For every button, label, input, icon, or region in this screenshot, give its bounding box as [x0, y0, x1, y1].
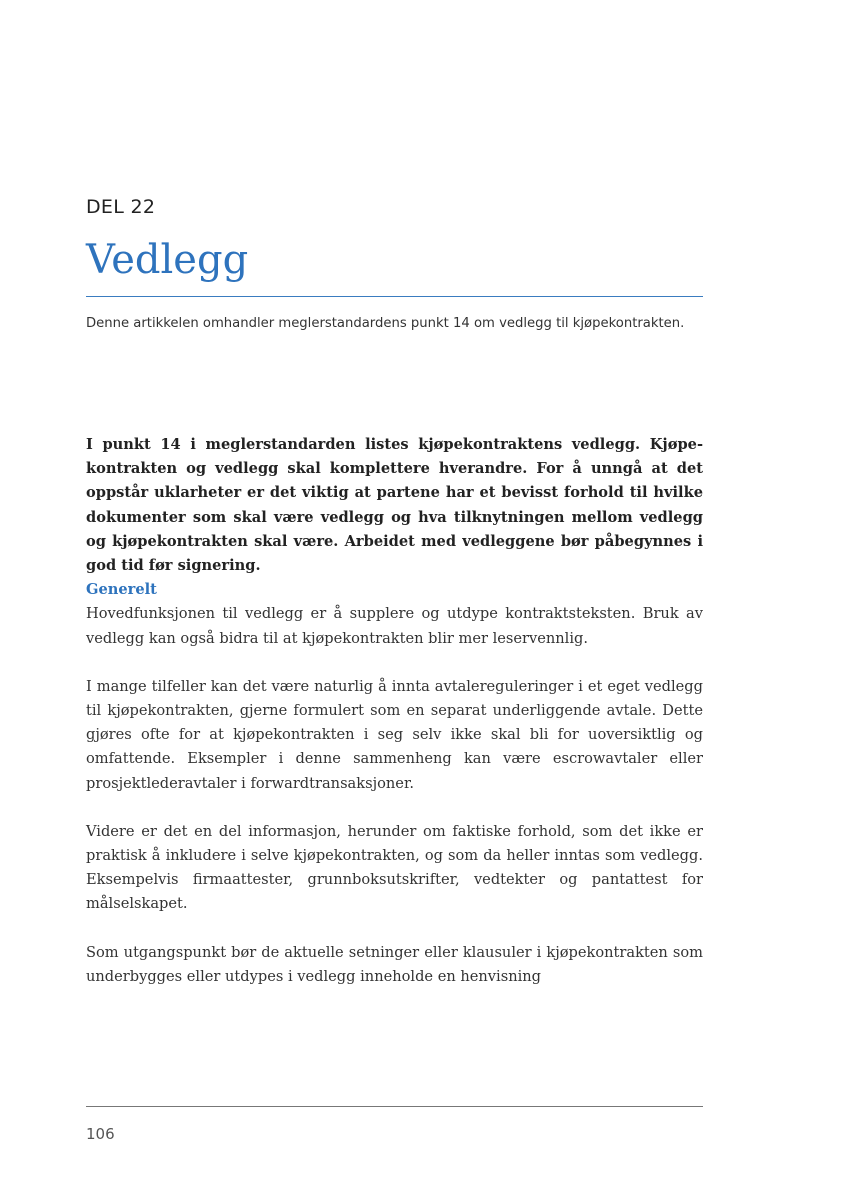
document-page: [86, 0, 703, 1200]
body-paragraph: Hovedfunksjonen til vedlegg er å supplere og utdype kontraktsteksten. Bruk av vedlegg kan også bidra til at kjøpekontrakten blir mer leservennlig.: [86, 605, 703, 647]
chapter-abstract: Denne artikkelen omhandler meglerstandardens punkt 14 om vedlegg til kjøpekontrakten.: [86, 316, 685, 331]
section-heading: Generelt: [86, 581, 157, 599]
body-paragraph: Videre er det en del informasjon, herunder om faktiske forhold, som det ikke er praktisk å inkludere i selve kjøpekontrakten, og som da heller inntas som vedlegg. Eksempelvis firmaattester, grunnboksutskrifter, vedtekter og pantattest for målselskapet.: [86, 822, 703, 913]
article-body: [86, 433, 703, 989]
title-divider: [86, 296, 703, 297]
part-label: DEL 22: [86, 196, 156, 218]
page-number: 106: [86, 1125, 115, 1143]
body-paragraph: I mange tilfeller kan det være naturlig å innta avtalereguleringer i et eget vedlegg til kjøpekontrakten, gjerne formulert som en separat underliggende avtale. Dette gjøres ofte for at kjøpekontrakten i seg selv ikke skal bli for uoversiktlig og omfattende. Eksempler i denne sammenheng kan være escrowavtaler eller prosjektlederavtaler i forwardtransaksjoner.: [86, 677, 703, 792]
lead-paragraph: I punkt 14 i meglerstandarden listes kjøpekontraktens vedlegg. Kjøpekontrakten og vedlegg skal komplettere hverandre. For å unngå at det oppstår uklarheter er det viktig at partene har et bevisst forhold til hvilke dokumenter som skal være vedlegg og hva tilknytningen mellom vedlegg og kjøpekontrakten skal være. Arbeidet med vedleggene bør påbegynnes i god tid før signering.: [86, 436, 703, 575]
footer-divider: [86, 1106, 703, 1107]
chapter-title: Vedlegg: [86, 237, 249, 283]
body-paragraph: Som utgangspunkt bør de aktuelle setninger eller klausuler i kjøpekontrakten som underbygges eller utdypes i vedlegg inneholde en henvisning: [86, 943, 703, 985]
